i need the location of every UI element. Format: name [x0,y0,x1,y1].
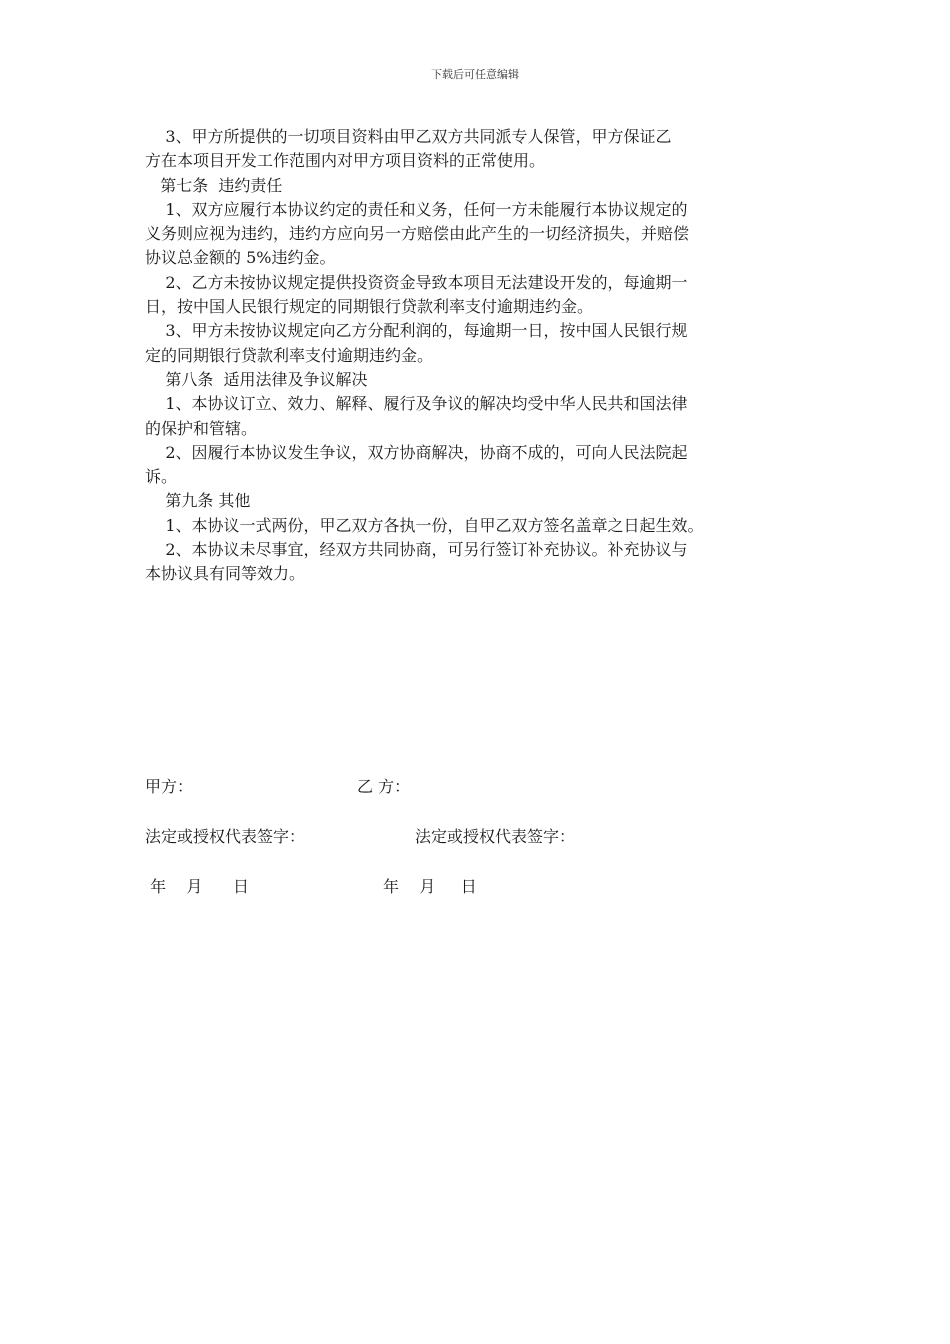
body-line: 1、双方应履行本协议约定的责任和义务，任何一方未能履行本协议规定的 [145,199,688,219]
body-line: 1、本协议一式两份，甲乙双方各执一份，自甲乙双方签名盖章之日起生效。 [145,515,704,535]
body-line: 的保护和管辖。 [145,418,258,438]
body-line: 协议总金额的 5%违约金。 [145,248,336,268]
body-line: 方在本项目开发工作范围内对甲方项目资料的正常使用。 [145,151,546,171]
body-line: 定的同期银行贷款利率支付逾期违约金。 [145,345,434,365]
party-a-representative-label: 法定或授权代表签字： [145,827,306,846]
article-heading: 第七条 违约责任 [145,175,283,195]
article-heading: 第八条 适用法律及争议解决 [145,369,368,389]
party-a-label: 甲方： [145,777,194,796]
party-b-representative-label: 法定或授权代表签字： [415,827,576,846]
body-line: 诉。 [145,467,178,487]
body-line: 3、甲方未按协议规定向乙方分配利润的，每逾期一日，按中国人民银行规 [145,321,688,341]
page-header-note: 下载后可任意编辑 [431,68,519,81]
body-line: 3、甲方所提供的一切项目资料由甲乙双方共同派专人保管，甲方保证乙 [145,127,672,146]
body-line: 本协议具有同等效力。 [145,564,306,584]
agreement-body [145,125,825,587]
party-a-date-label: 年 月 日 [145,877,249,896]
body-line: 日，按中国人民银行规定的同期银行贷款利率支付逾期违约金。 [145,297,594,317]
article-heading: 第九条 其他 [145,491,251,511]
body-line: 2、乙方未按协议规定提供投资资金导致本项目无法建设开发的，每逾期一 [145,272,688,292]
body-line: 2、因履行本协议发生争议，双方协商解决，协商不成的，可向人民法院起 [145,442,688,462]
body-line: 2、本协议未尽事宜，经双方共同协商，可另行签订补充协议。补充协议与 [145,540,688,560]
body-line: 1、本协议订立、效力、解释、履行及争议的解决均受中华人民共和国法律 [145,394,688,414]
party-b-date-label: 年 月 日 [383,877,477,896]
body-line: 义务则应视为违约，违约方应向另一方赔偿由此产生的一切经济损失，并赔偿 [145,224,690,244]
party-b-label: 乙 方： [357,777,411,796]
